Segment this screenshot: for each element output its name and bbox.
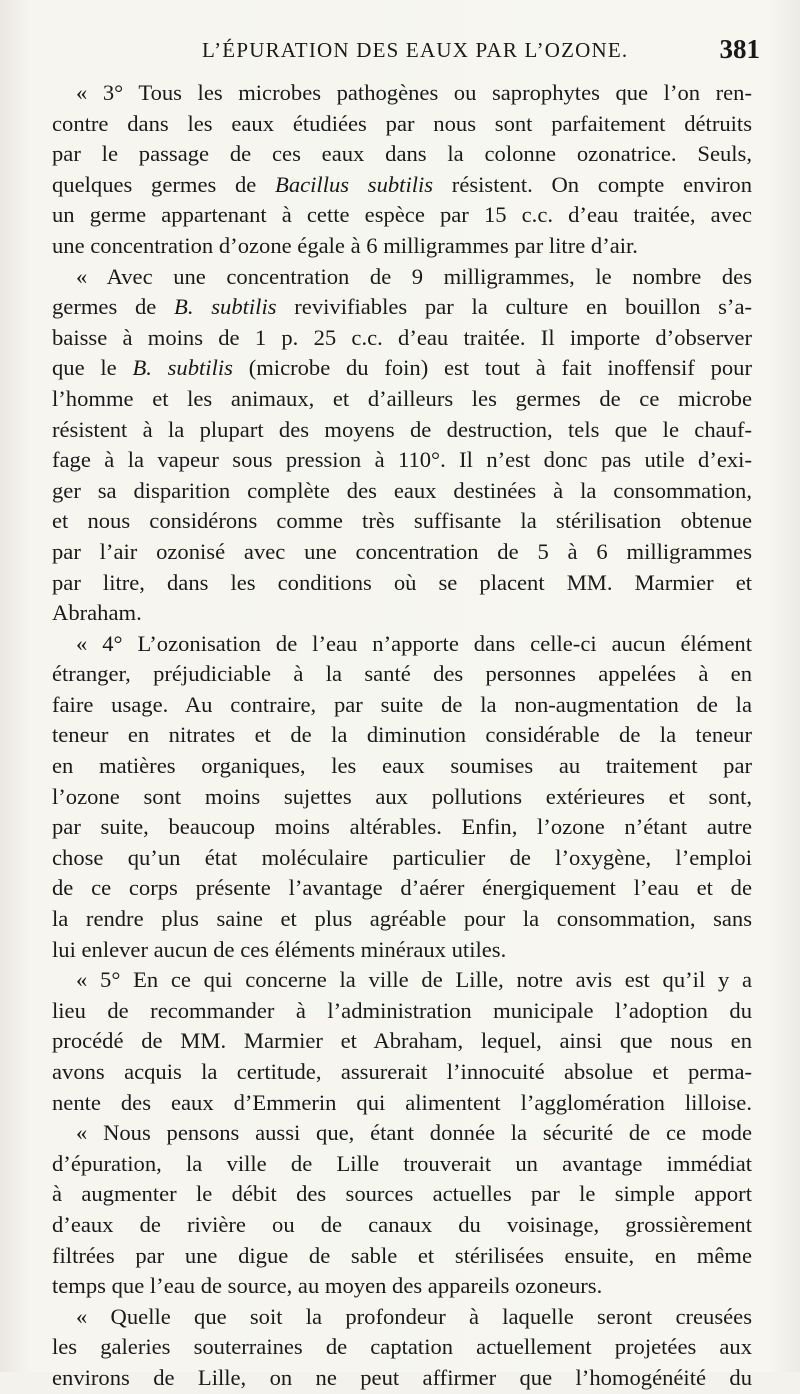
text-line xyxy=(52,292,752,323)
page-header xyxy=(52,30,760,70)
text-run: que le xyxy=(52,355,133,381)
text-line: lui enlever aucun de ces éléments minéraux utiles. xyxy=(52,936,507,962)
text-line: temps que l’eau de source, au moyen des appareils ozoneurs. xyxy=(52,1273,603,1299)
text-line: d’eaux de rivière ou de canaux du voisinage, grossièrement xyxy=(52,1211,752,1237)
text-line: fage à la vapeur sous pression à 110°. Il n’est donc pas utile d’exi- xyxy=(52,447,752,473)
text-line: nente des eaux d’Emmerin qui alimentent l’agglomération lilloise. xyxy=(52,1089,752,1115)
body-text xyxy=(52,78,752,1394)
text-line: par litre, dans les conditions où se placent MM. Marmier et xyxy=(52,569,752,595)
text-line: en matières organiques, les eaux soumises au traitement par xyxy=(52,753,752,779)
italic-text: B. subtilis xyxy=(174,294,277,320)
text-line: d’épuration, la ville de Lille trouverait un avantage immédiat xyxy=(52,1150,752,1176)
text-line: Abraham. xyxy=(52,600,142,626)
text-line: et nous considérons comme très suffisante la stérilisation obtenue xyxy=(52,508,752,534)
text-line: « 5° En ce qui concerne la ville de Lille, notre avis est qu’il y a xyxy=(76,967,752,993)
text-line: « 4° L’ozonisation de l’eau n’apporte dans celle-ci aucun élément xyxy=(76,630,752,656)
text-line: l’homme et les animaux, et d’ailleurs les germes de ce microbe xyxy=(52,385,752,411)
text-run: germes de xyxy=(52,294,175,320)
text-run: (microbe du foin) est tout à fait inoffensif pour xyxy=(232,355,752,381)
text-run: quelques germes de xyxy=(52,171,276,197)
text-run: revivifiables par la culture en bouillon s’a- xyxy=(276,294,753,320)
text-line: contre dans les eaux étudiées par nous sont parfaitement détruits xyxy=(52,110,752,136)
text-line: ger sa disparition complète des eaux destinées à la consommation, xyxy=(52,477,752,503)
text-line: par le passage de ces eaux dans la colonne ozonatrice. Seuls, xyxy=(52,141,752,167)
text-line: la rendre plus saine et plus agréable pour la consommation, sans xyxy=(52,906,752,932)
text-line: « 3° Tous les microbes pathogènes ou saprophytes que l’on ren- xyxy=(76,80,752,105)
text-line: avons acquis la certitude, assurerait l’innocuité absolue et perma- xyxy=(52,1059,752,1084)
text-line: l’ozone sont moins sujettes aux pollutions extérieures et sont, xyxy=(52,783,752,809)
text-line: de ce corps présente l’avantage d’aérer énergiquement l’eau et de xyxy=(52,875,752,901)
text-line: procédé de MM. Marmier et Abraham, lequel, ainsi que nous en xyxy=(52,1028,752,1054)
text-line: les galeries souterraines de captation actuellement projetées aux xyxy=(52,1334,752,1360)
text-run: résistent. On compte environ xyxy=(433,171,753,197)
text-line: étranger, préjudiciable à la santé des personnes appelées à en xyxy=(52,661,752,687)
text-line: lieu de recommander à l’administration municipale l’adoption du xyxy=(52,997,752,1023)
text-line: résistent à la plupart des moyens de destruction, tels que le chauf- xyxy=(52,416,752,442)
text-line: faire usage. Au contraire, par suite de la non-augmentation de la xyxy=(52,691,752,717)
text-line: un germe appartenant à cette espèce par 15 c.c. d’eau traitée, avec xyxy=(52,202,752,228)
text-line: par l’air ozonisé avec une concentration de 5 à 6 milligrammes xyxy=(52,538,752,564)
text-line: par suite, beaucoup moins altérables. Enfin, l’ozone n’étant autre xyxy=(52,814,752,840)
text-line: « Avec une concentration de 9 milligrammes, le nombre des xyxy=(76,263,752,289)
text-line: chose qu’un état moléculaire particulier de l’oxygène, l’emploi xyxy=(52,844,752,870)
text-line: baisse à moins de 1 p. 25 c.c. d’eau traitée. Il importe d’observer xyxy=(52,324,752,350)
running-title: L’ÉPURATION DES EAUX PAR L’OZONE. xyxy=(202,38,629,62)
italic-text: Bacillus subtilis xyxy=(275,171,434,197)
text-line: teneur en nitrates et de la diminution considérable de la teneur xyxy=(52,722,752,748)
page-number: 381 xyxy=(719,34,760,64)
italic-text: B. subtilis xyxy=(132,355,233,381)
text-line xyxy=(52,170,752,201)
text-line xyxy=(52,353,752,384)
text-line: environs de Lille, on ne peut affirmer que l’homogénéité du xyxy=(52,1364,752,1390)
text-line: une concentration d’ozone égale à 6 milligrammes par litre d’air. xyxy=(52,232,638,258)
text-line: à augmenter le débit des sources actuelles par le simple apport xyxy=(52,1181,752,1207)
text-line: filtrées par une digue de sable et stérilisées ensuite, en même xyxy=(52,1242,752,1268)
text-line: « Nous pensons aussi que, étant donnée la sécurité de ce mode xyxy=(76,1120,752,1146)
text-line: « Quelle que soit la profondeur à laquelle seront creusées xyxy=(76,1303,752,1329)
